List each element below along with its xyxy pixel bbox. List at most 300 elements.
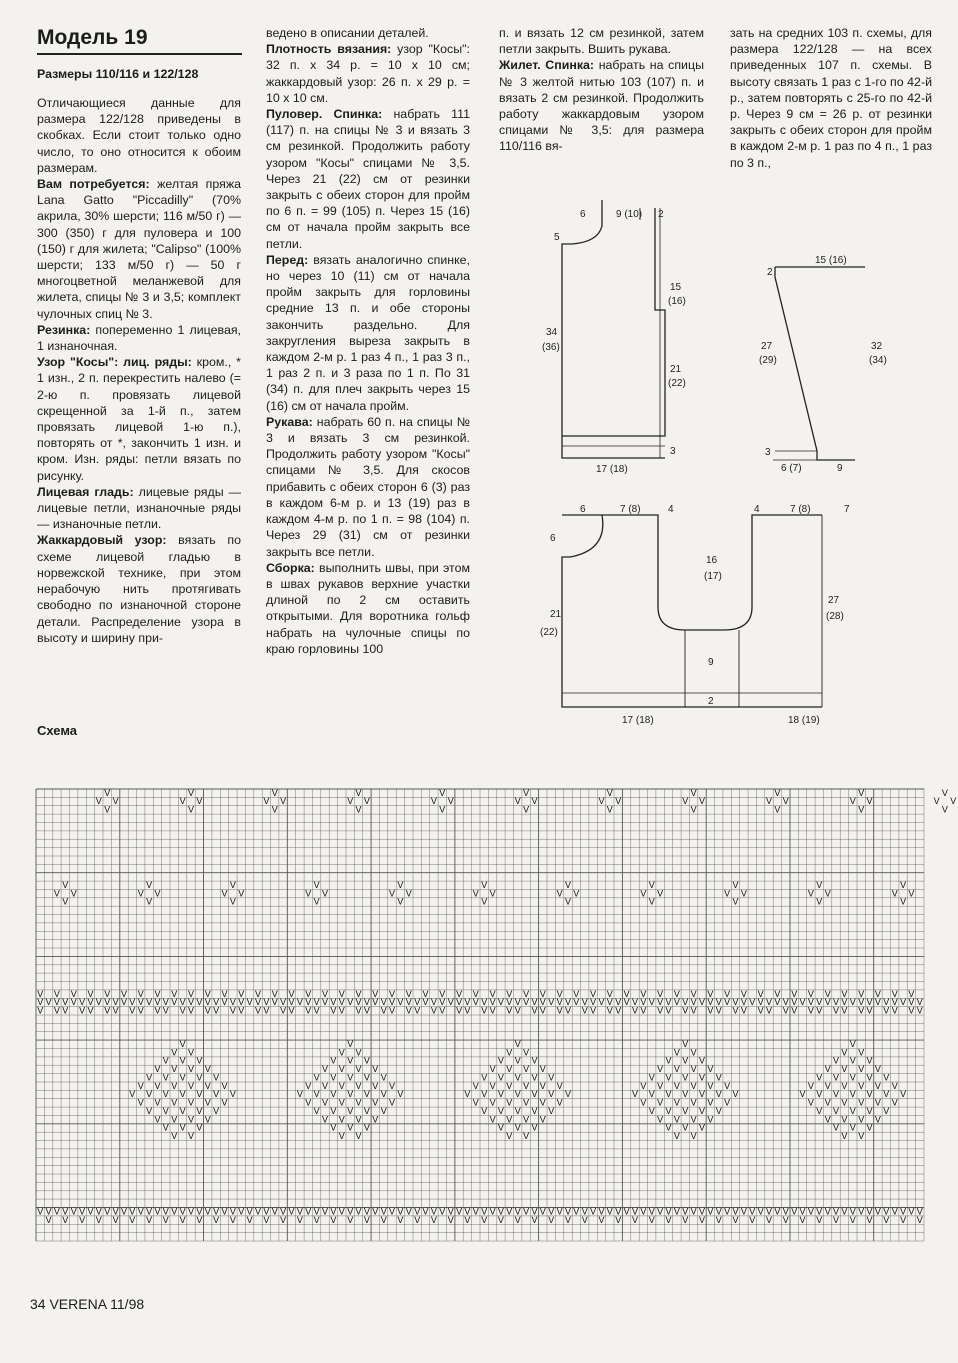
diagram-measure-label: 2 [658,209,664,220]
chart-symbol: V [70,1206,77,1217]
chart-symbol: V [129,997,136,1008]
chart-symbol: V [908,1005,915,1016]
chart-symbol: V [271,787,278,798]
chart-symbol: V [874,1064,881,1075]
chart-symbol: V [154,888,161,899]
chart-symbol: V [489,1097,496,1108]
chart-symbol: V [472,1097,479,1108]
paragraph-heading: Резинка: [37,322,91,337]
chart-symbol: V [363,1122,370,1133]
chart-symbol: V [104,1206,111,1217]
chart-symbol: V [690,1206,697,1217]
chart-symbol: V [439,997,446,1008]
chart-symbol: V [254,1206,262,1217]
chart-symbol: V [531,1005,538,1016]
chart-symbol: V [757,988,764,999]
chart-symbol: V [791,1206,798,1217]
chart-symbol: V [849,1105,856,1116]
chart-symbol: V [313,1005,320,1016]
chart-symbol: V [489,888,496,899]
chart-symbol: V [590,997,597,1008]
paragraph [37,95,241,176]
chart-symbol: V [874,1097,881,1108]
paragraph-text: выполнить швы, при этом в швах рукавов верхние участки длиной по 2 см оставить открытыми. Для воротника гольф набрать на чулочные спицы по краю горловины 100 [266,560,470,656]
paragraph [266,106,470,252]
chart-symbol: V [631,997,639,1008]
chart-symbol: V [900,879,907,890]
chart-symbol: V [129,1005,136,1016]
chart-symbol: V [313,1214,320,1225]
paragraph-text: попеременно 1 лицевая, 1 изнаночная. [37,322,241,354]
chart-symbol: V [506,1097,513,1108]
diagram-measure-label: 6 [580,504,586,515]
chart-symbol: V [347,1089,354,1100]
chart-symbol: V [539,1206,546,1217]
chart-symbol: V [749,1206,756,1217]
chart-symbol: V [120,1206,128,1217]
chart-symbol: V [388,997,396,1008]
chart-symbol: V [690,988,697,999]
chart-symbol: V [732,1089,739,1100]
chart-symbol: V [908,1206,915,1217]
pullover-front-diagram [540,200,720,480]
chart-symbol: V [355,1131,362,1142]
chart-symbol: V [104,997,111,1008]
chart-symbol: V [849,1206,856,1217]
chart-symbol: V [774,787,781,798]
paragraph [266,41,470,106]
chart-symbol: V [347,997,354,1008]
chart-symbol: V [648,896,655,907]
chart-symbol: V [514,1105,521,1116]
chart-symbol: V [271,997,278,1008]
chart-symbol: V [288,997,295,1008]
chart-symbol: V [313,879,320,890]
paragraph [37,354,241,484]
chart-symbol: V [757,997,764,1008]
chart-symbol: V [732,1005,739,1016]
chart-symbol: V [179,1122,186,1133]
chart-symbol: V [330,1122,337,1133]
chart-symbol: V [858,988,865,999]
chart-symbol: V [372,1080,379,1091]
chart-symbol: V [531,1105,538,1116]
chart-symbol: V [414,1206,421,1217]
chart-symbol: V [296,1206,303,1217]
chart-symbol: V [816,1214,823,1225]
chart-symbol: V [816,1089,823,1100]
chart-symbol: V [816,1105,823,1116]
chart-symbol: V [640,997,647,1008]
chart-symbol: V [556,1097,563,1108]
chart-symbol: V [439,804,446,815]
chart-symbol: V [388,1097,396,1108]
chart-symbol: V [640,988,647,999]
chart-symbol: V [497,1206,504,1217]
chart-symbol: V [171,1097,178,1108]
chart-symbol: V [338,1131,345,1142]
chart-symbol: V [238,888,245,899]
chart-symbol: V [53,997,60,1008]
chart-symbol: V [104,1005,111,1016]
chart-symbol: V [154,1080,161,1091]
chart-symbol: V [321,997,329,1008]
chart-symbol: V [372,1064,379,1075]
chart-symbol: V [456,1206,463,1217]
chart-symbol: V [657,988,664,999]
chart-symbol: V [874,1114,881,1125]
chart-symbol: V [481,1206,488,1217]
chart-symbol: V [380,997,387,1008]
chart-symbol: V [799,1214,806,1225]
chart-symbol: V [405,997,412,1008]
paragraph-text: набрать 60 п. на спицы № 3 и вязать 3 см резинкой. Продолжить работу узором "Косы" спицами № 3,5. Для скосов прибавить с обеих сторон 6 (3) раз в каждом 6-м р. и 13 (19) раз в каждом 4-м р. по 1 п. = 98 (104) п. Через 29 (31) см от резинки закрыть все петли. [266,414,470,559]
chart-symbol: V [556,988,563,999]
chart-symbol: V [104,804,111,815]
chart-symbol: V [430,796,437,807]
chart-symbol: V [497,1055,504,1066]
diagram-measure-label: 32 [871,341,883,352]
chart-symbol: V [657,997,664,1008]
chart-symbol: V [456,1005,463,1016]
chart-symbol: V [355,988,362,999]
diagram-measure-label: 21 [550,609,562,620]
chart-symbol: V [405,988,412,999]
chart-symbol: V [514,1005,521,1016]
chart-symbol: V [439,1206,446,1217]
chart-symbol: V [883,1206,890,1217]
paragraph-text: желтая пряжа Lana Gatto "Piccadilly" (70% акрила, 30% шерсти; 116 м/50 г) — 300 (350) г для пуловера и 100 (150) г для жилета; "Calipso" (100% шерсти; 133 м/50 г) — 50 г многоцветной меланжевой для жилета, спицы № 3 и 3,5; комплект чулочных спиц № 3. [37,177,242,321]
chart-symbol: V [774,804,781,815]
chart-symbol: V [129,1089,136,1100]
paragraph-heading: Лицевая гладь: [37,484,134,499]
chart-symbol: V [858,1064,865,1075]
paragraph [499,25,704,57]
chart-symbol: V [858,1206,865,1217]
chart-symbol: V [807,1097,814,1108]
chart-symbol: V [514,796,521,807]
chart-symbol: V [171,1206,178,1217]
chart-symbol: V [62,1214,69,1225]
chart-symbol: V [816,896,823,907]
diagram-measure-label: 7 (8) [790,504,811,515]
chart-symbol: V [900,1206,907,1217]
chart-symbol: V [841,988,848,999]
chart-symbol: V [606,804,613,815]
chart-symbol: V [112,796,119,807]
chart-symbol: V [263,1214,270,1225]
chart-symbol: V [799,1089,806,1100]
chart-symbol: V [313,1072,320,1083]
chart-symbol: V [238,1206,245,1217]
chart-symbol: V [347,1072,354,1083]
chart-symbol: V [707,1080,714,1091]
vest-diagram [745,255,895,475]
chart-symbol: V [690,1114,697,1125]
chart-symbol: V [698,1055,706,1066]
chart-symbol: V [782,997,789,1008]
chart-symbol: V [539,1005,546,1016]
chart-symbol: V [698,997,706,1008]
chart-symbol: V [162,1206,169,1217]
chart-symbol: V [187,988,195,999]
chart-symbol: V [506,1080,513,1091]
chart-symbol: V [363,1214,370,1225]
diagram-measure-label: (36) [542,342,560,353]
chart-symbol: V [665,1005,672,1016]
chart-symbol: V [179,1214,186,1225]
chart-symbol: V [37,1005,44,1016]
chart-symbol: V [53,988,60,999]
chart-symbol: V [539,997,546,1008]
chart-symbol: V [858,1005,865,1016]
chart-symbol: V [405,1206,412,1217]
chart-symbol: V [497,1089,504,1100]
chart-symbol: V [305,1206,312,1217]
paragraph-text: ведено в описании деталей. [266,26,429,40]
chart-symbol: V [430,1005,437,1016]
paragraph [266,252,470,414]
chart-symbol: V [330,1206,337,1217]
chart-symbol: V [615,1206,622,1217]
chart-symbol: V [53,888,60,899]
chart-symbol: V [187,1206,195,1217]
chart-symbol: V [372,988,379,999]
chart-symbol: V [673,1047,680,1058]
chart-symbol: V [95,1214,102,1225]
chart-symbol: V [213,1005,220,1016]
chart-symbol: V [355,804,362,815]
chart-symbol: V [154,1005,161,1016]
text-column-2 [266,25,470,657]
chart-symbol: V [523,1064,530,1075]
chart-symbol: V [623,988,630,999]
chart-symbol: V [690,804,697,815]
chart-symbol: V [305,888,312,899]
chart-symbol: V [690,1131,697,1142]
model-title: Модель 19 [37,26,242,55]
chart-symbol: V [45,1214,52,1225]
chart-symbol: V [715,1206,722,1217]
chart-symbol: V [162,1072,169,1083]
chart-symbol: V [523,1047,530,1058]
chart-symbol: V [564,896,572,907]
chart-symbol: V [824,988,831,999]
chart-symbol: V [137,1206,144,1217]
chart-symbol: V [87,1005,94,1016]
chart-symbol: V [690,1064,697,1075]
paragraph-text: набрать 111 (117) п. на спицы № 3 и вязать 3 см резинкой. Продолжить работу узором "Косы" спицами № 3,5. Через 21 (22) см от резинки закрыть с обеих сторон для пройм по 6 п. = 99 (105) п. Через 15 (16) см от начала пройм закрыть все петли. [266,107,470,251]
chart-symbol: V [497,1122,504,1133]
chart-symbol: V [146,1105,153,1116]
chart-symbol: V [430,1214,437,1225]
paragraph-heading: Рукава: [266,414,313,429]
chart-symbol: V [874,988,881,999]
chart-symbol: V [363,1105,370,1116]
chart-symbol: V [590,988,597,999]
chart-symbol: V [841,1005,848,1016]
chart-symbol: V [564,1089,572,1100]
chart-symbol: V [422,997,429,1008]
chart-symbol: V [296,1089,303,1100]
chart-symbol: V [824,1206,831,1217]
chart-symbol: V [657,1005,664,1016]
chart-symbol: V [891,997,898,1008]
chart-symbol: V [916,1005,923,1016]
chart-symbol: V [539,1064,546,1075]
chart-symbol: V [665,997,672,1008]
text-column-1 [37,95,241,646]
chart-symbol: V [204,1080,211,1091]
chart-symbol: V [548,1214,555,1225]
chart-symbol: V [363,796,370,807]
chart-symbol: V [112,1214,119,1225]
paragraph [266,414,470,560]
diagram-measure-label: 16 [706,555,718,566]
chart-symbol: V [305,1005,312,1016]
chart-symbol: V [204,997,211,1008]
sleeve-diagram [540,495,880,735]
chart-symbol: V [489,1206,496,1217]
chart-symbol: V [280,1214,287,1225]
chart-symbol: V [87,997,94,1008]
chart-symbol: V [514,1089,521,1100]
chart-symbol: V [313,1206,320,1217]
chart-symbol: V [229,1089,236,1100]
chart-symbol: V [430,1206,437,1217]
chart-symbol: V [682,1055,689,1066]
chart-symbol: V [548,1206,555,1217]
chart-symbol: V [891,888,898,899]
chart-symbol: V [338,1080,345,1091]
chart-symbol: V [37,988,44,999]
chart-symbol: V [950,796,957,807]
chart-symbol: V [874,997,881,1008]
chart-symbol: V [623,997,630,1008]
chart-symbol: V [405,1005,412,1016]
chart-symbol: V [690,1047,697,1058]
chart-symbol: V [288,1005,295,1016]
chart-symbol: V [640,1005,647,1016]
chart-symbol: V [682,1005,689,1016]
chart-symbol: V [514,1039,521,1049]
chart-symbol: V [682,1089,689,1100]
chart-symbol: V [564,1214,572,1225]
chart-symbol: V [162,1005,169,1016]
diagram-measure-label: 6 (7) [781,463,802,474]
chart-symbol: V [196,1122,203,1133]
chart-symbol: V [506,1047,513,1058]
chart-symbol: V [414,997,421,1008]
chart-symbol: V [330,1214,337,1225]
chart-symbol: V [824,888,831,899]
chart-symbol: V [497,997,504,1008]
chart-symbol: V [791,997,798,1008]
chart-symbol: V [590,1206,597,1217]
chart-symbol: V [355,1064,362,1075]
chart-symbol: V [129,1214,136,1225]
chart-symbol: V [321,1064,329,1075]
chart-symbol: V [447,1214,454,1225]
chart-symbol: V [900,1089,907,1100]
chart-symbol: V [615,1214,622,1225]
chart-symbol: V [916,1214,923,1225]
chart-symbol: V [179,1105,186,1116]
paragraph-heading: Сборка: [266,560,315,575]
paragraph-heading: Перед: [266,252,309,267]
chart-symbol: V [883,1005,890,1016]
text-column-3 [499,25,704,155]
paragraph-heading: Жилет. Спинка: [499,58,595,73]
chart-symbol: V [757,1005,764,1016]
chart-symbol: V [313,1089,320,1100]
chart-symbol: V [816,1206,823,1217]
chart-symbol: V [45,1206,52,1217]
chart-symbol: V [832,1214,840,1225]
chart-symbol: V [196,1072,203,1083]
chart-symbol: V [724,997,731,1008]
chart-symbol: V [305,988,312,999]
chart-symbol: V [757,1206,764,1217]
chart-symbol: V [682,796,689,807]
chart-symbol: V [112,1206,119,1217]
chart-symbol: V [523,988,530,999]
chart-symbol: V [171,1080,178,1091]
chart-symbol: V [556,1080,563,1091]
chart-symbol: V [849,796,856,807]
chart-symbol: V [213,1214,220,1225]
chart-symbol: V [832,1206,840,1217]
chart-symbol: V [271,1206,278,1217]
chart-symbol: V [338,997,345,1008]
chart-symbol: V [858,997,865,1008]
chart-symbol: V [824,997,831,1008]
chart-symbol: V [682,1072,689,1083]
chart-symbol: V [280,1206,287,1217]
chart-symbol: V [573,888,580,899]
chart-symbol: V [254,1005,262,1016]
chart-symbol: V [146,896,153,907]
chart-symbol: V [849,1214,856,1225]
chart-symbol: V [146,1214,153,1225]
chart-symbol: V [154,1206,161,1217]
chart-symbol: V [179,1039,186,1049]
chart-symbol: V [807,1080,814,1091]
chart-symbol: V [213,1206,220,1217]
chart-symbol: V [196,1105,203,1116]
chart-symbol: V [673,1064,680,1075]
chart-symbol: V [506,1064,513,1075]
chart-symbol: V [221,1080,228,1091]
chart-symbol: V [598,1214,605,1225]
chart-symbol: V [171,1131,178,1142]
chart-symbol: V [146,1206,153,1217]
chart-symbol: V [347,1055,354,1066]
diagram-measure-label: (22) [668,378,686,389]
chart-symbol: V [62,879,69,890]
chart-symbol: V [380,1214,387,1225]
chart-symbol: V [280,997,287,1008]
chart-symbol: V [388,1080,396,1091]
chart-symbol: V [782,1214,789,1225]
chart-symbol: V [37,997,44,1008]
chart-symbol: V [866,997,873,1008]
chart-symbol: V [832,997,840,1008]
chart-symbol: V [472,988,479,999]
chart-symbol: V [849,1039,856,1049]
chart-symbol: V [187,804,195,815]
chart-symbol: V [841,1131,848,1142]
